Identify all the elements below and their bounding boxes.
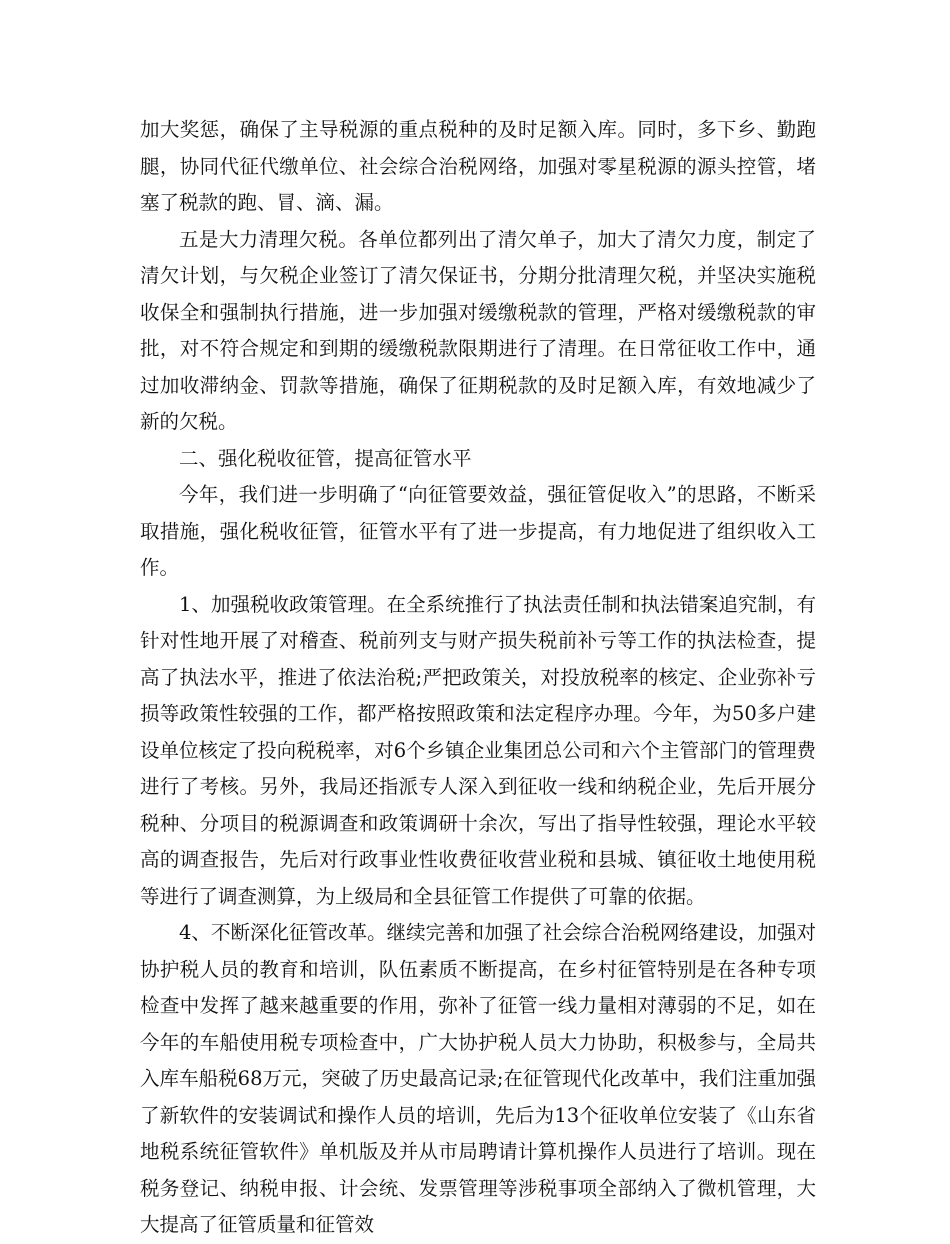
paragraph-4: 1、加强税收政策管理。在全系统推行了执法责任制和执法错案追究制，有针对性地开展了对稽查、税前列支与财产损失税前补亏等工作的执法检查，提高了执法水平，推进了依法治税;严把政策关，对投放税率的核定、企业弥补亏损等政策性较强的工作，都严格按照政策和法定程序办理。今年，为50多户建设单位核定了投向税税率，对6个乡镇企业集团总公司和六个主管部门的管理费进行了考核。另外，我局还指派专人深入到征收一线和纳税企业，先后开展分税种、分项目的税源调查和政策调研十余次，写出了指导性较强，理论水平较高的调查报告，先后对行政事业性收费征收营业税和县城、镇征收土地使用税等进行了调查测算，为上级局和全县征管工作提供了可靠的依据。 bbox=[140, 592, 816, 908]
section-heading: 二、强化税收征管，提高征管水平 bbox=[179, 446, 472, 470]
document-body bbox=[140, 112, 816, 1244]
paragraph-1: 加大奖惩，确保了主导税源的重点税种的及时足额入库。同时，多下乡、勤跑腿，协同代征代缴单位、社会综合治税网络，加强对零星税源的源头控管，堵塞了税款的跑、冒、滴、漏。 bbox=[140, 118, 816, 214]
paragraph-5: 4、不断深化征管改革。继续完善和加强了社会综合治税网络建设，加强对协护税人员的教育和培训，队伍素质不断提高，在乡村征管特别是在各种专项检查中发挥了越来越重要的作用，弥补了征管一线力量相对薄弱的不足，如在今年的车船使用税专项检查中，广大协护税人员大力协助，积极参与，全局共入库车船税68万元，突破了历史最高记录;在征管现代化改革中，我们注重加强了新软件的安装调试和操作人员的培训，先后为13个征收单位安装了《山东省地税系统征管软件》单机版及并从市局聘请计算机操作人员进行了培训。现在税务登记、纳税申报、计会统、发票管理等涉税事项全部纳入了微机管理，大大提高了征管质量和征管效 bbox=[140, 921, 816, 1236]
paragraph-3: 今年，我们进一步明确了“向征管要效益，强征管促收入”的思路，不断采取措施，强化税收征管，征管水平有了进一步提高，有力地促进了组织收入工作。 bbox=[140, 483, 816, 579]
paragraph-2: 五是大力清理欠税。各单位都列出了清欠单子，加大了清欠力度，制定了清欠计划，与欠税企业签订了清欠保证书，分期分批清理欠税，并坚决实施税收保全和强制执行措施，进一步加强对缓缴税款的管理，严格对缓缴税款的审批，对不符合规定和到期的缓缴税款限期进行了清理。在日常征收工作中，通过加收滞纳金、罚款等措施，确保了征期税款的及时足额入库，有效地减少了新的欠税。 bbox=[140, 227, 816, 433]
